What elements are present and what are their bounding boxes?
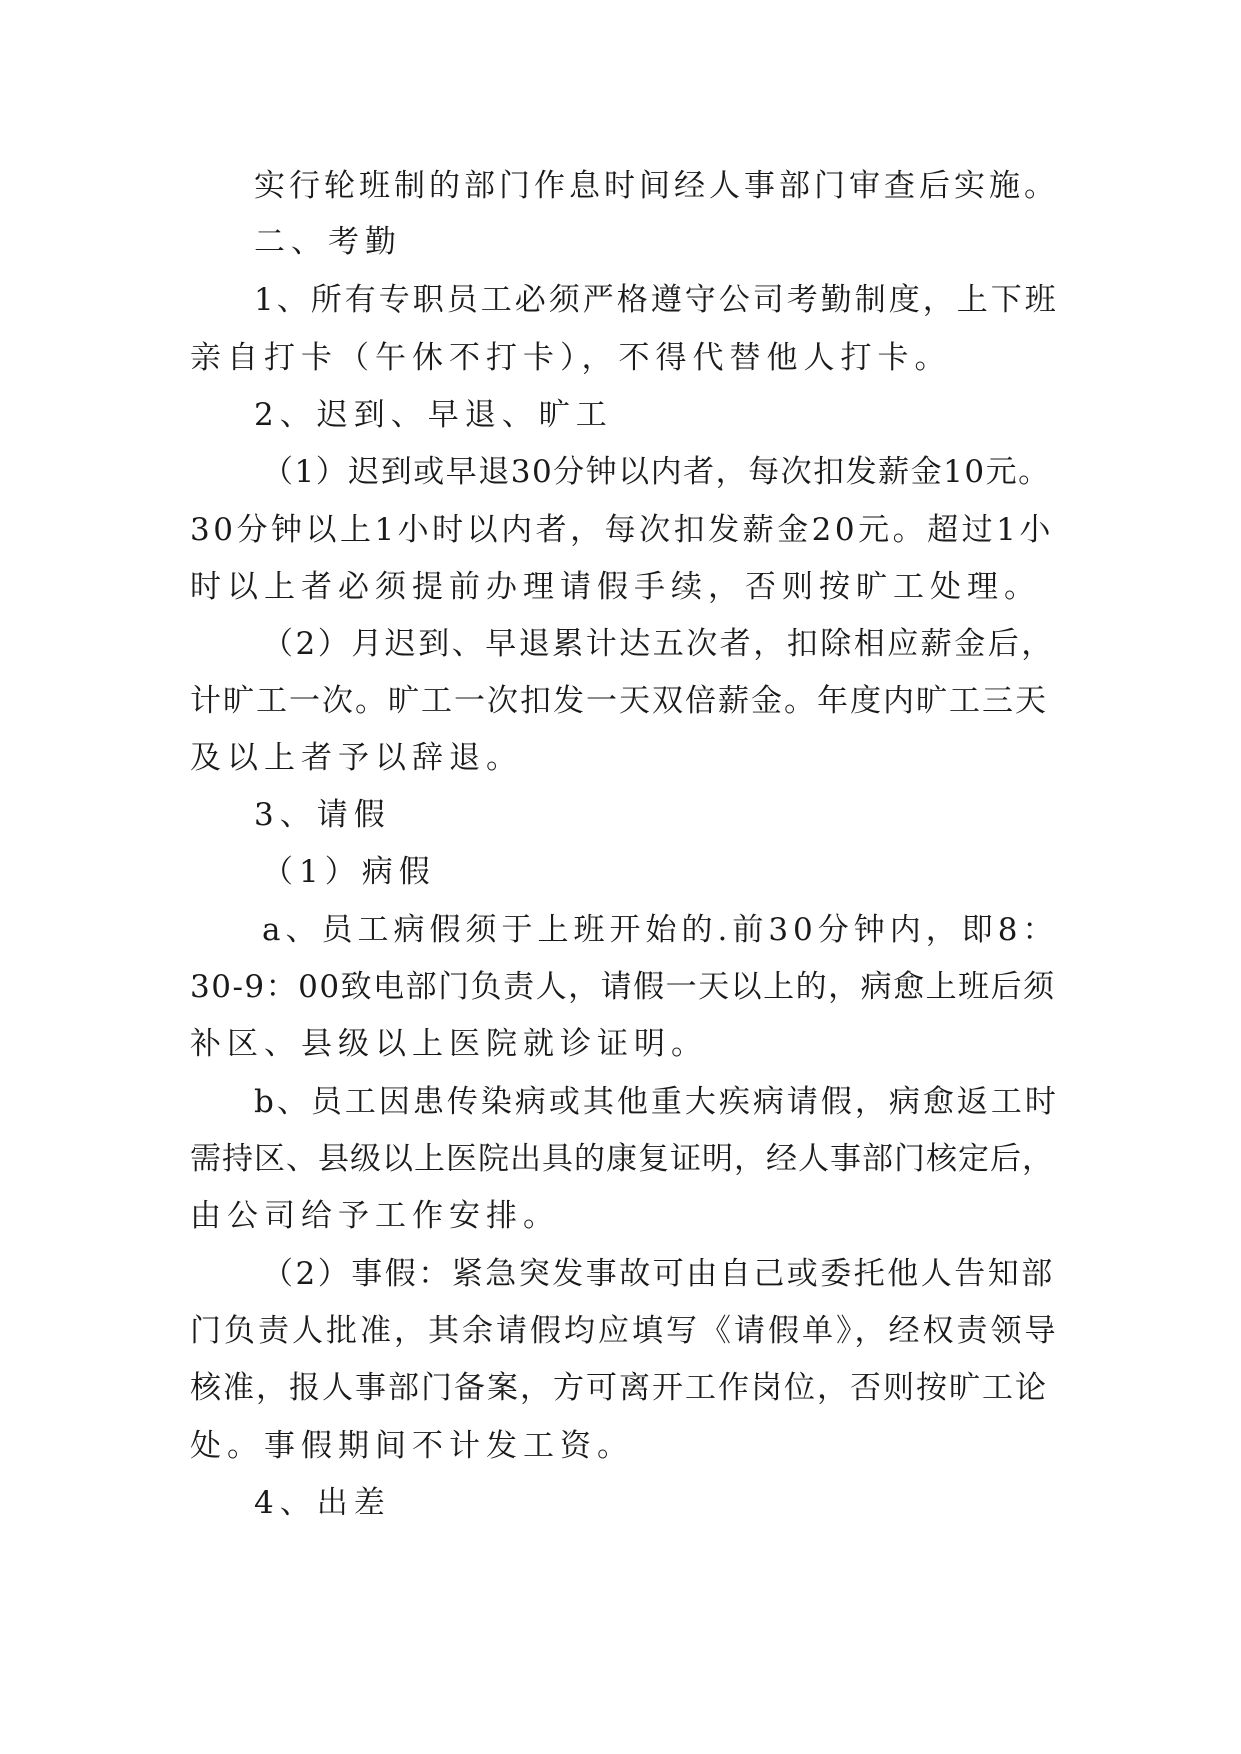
clause-1-line-1: 1、所有专职员工必须严格遵守公司考勤制度，上下班	[254, 282, 1059, 318]
clause-3-1-b-line-3: 由公司给予工作安排。	[190, 1198, 560, 1234]
clause-2-2-line-3: 及以上者予以辞退。	[190, 740, 523, 776]
clause-2-1-line-2: 30分钟以上1小时以内者，每次扣发薪金20元。超过1小	[190, 512, 1054, 548]
clause-2-heading: 2、迟到、早退、旷工	[254, 397, 613, 433]
paragraph-line-shift-schedule: 实行轮班制的部门作息时间经人事部门审查后实施。	[254, 168, 1059, 204]
clause-2-1-line-3: 时以上者必须提前办理请假手续，否则按旷工处理。	[190, 569, 1041, 605]
clause-3-2-line-1: （2）事假：紧急突发事故可由自己或委托他人告知部	[262, 1256, 1055, 1292]
clause-2-2-line-1: （2）月迟到、早退累计达五次者，扣除相应薪金后，	[262, 626, 1055, 662]
clause-3-1-a-line-2: 30-9：00致电部门负责人，请假一天以上的，病愈上班后须	[190, 969, 1056, 1005]
clause-3-1-heading: （1）病假	[262, 854, 436, 890]
clause-3-1-a-line-3: 补区、县级以上医院就诊证明。	[190, 1026, 708, 1062]
clause-3-2-line-4: 处。事假期间不计发工资。	[190, 1428, 634, 1464]
clause-3-2-line-3: 核准，报人事部门备案，方可离开工作岗位，否则按旷工论	[190, 1370, 1048, 1406]
clause-3-1-b-line-2: 需持区、县级以上医院出具的康复证明，经人事部门核定后，	[190, 1141, 1054, 1177]
clause-4-heading: 4、出差	[254, 1485, 391, 1521]
clause-3-1-a-line-1: a、员工病假须于上班开始的.前30分钟内，即8：	[262, 912, 1059, 948]
clause-1-line-2: 亲自打卡（午休不打卡），不得代替他人打卡。	[190, 340, 952, 376]
clause-3-2-line-2: 门负责人批准，其余请假均应填写《请假单》，经权责领导	[190, 1313, 1059, 1349]
clause-3-1-b-line-1: b、员工因患传染病或其他重大疾病请假，病愈返工时	[254, 1084, 1059, 1120]
clause-3-heading: 3、请假	[254, 797, 391, 833]
section-heading-attendance: 二、考勤	[254, 224, 402, 260]
clause-2-1-line-1: （1）迟到或早退30分钟以内者，每次扣发薪金10元。	[262, 454, 1051, 490]
clause-2-2-line-2: 计旷工一次。旷工一次扣发一天双倍薪金。年度内旷工三天	[190, 683, 1048, 719]
